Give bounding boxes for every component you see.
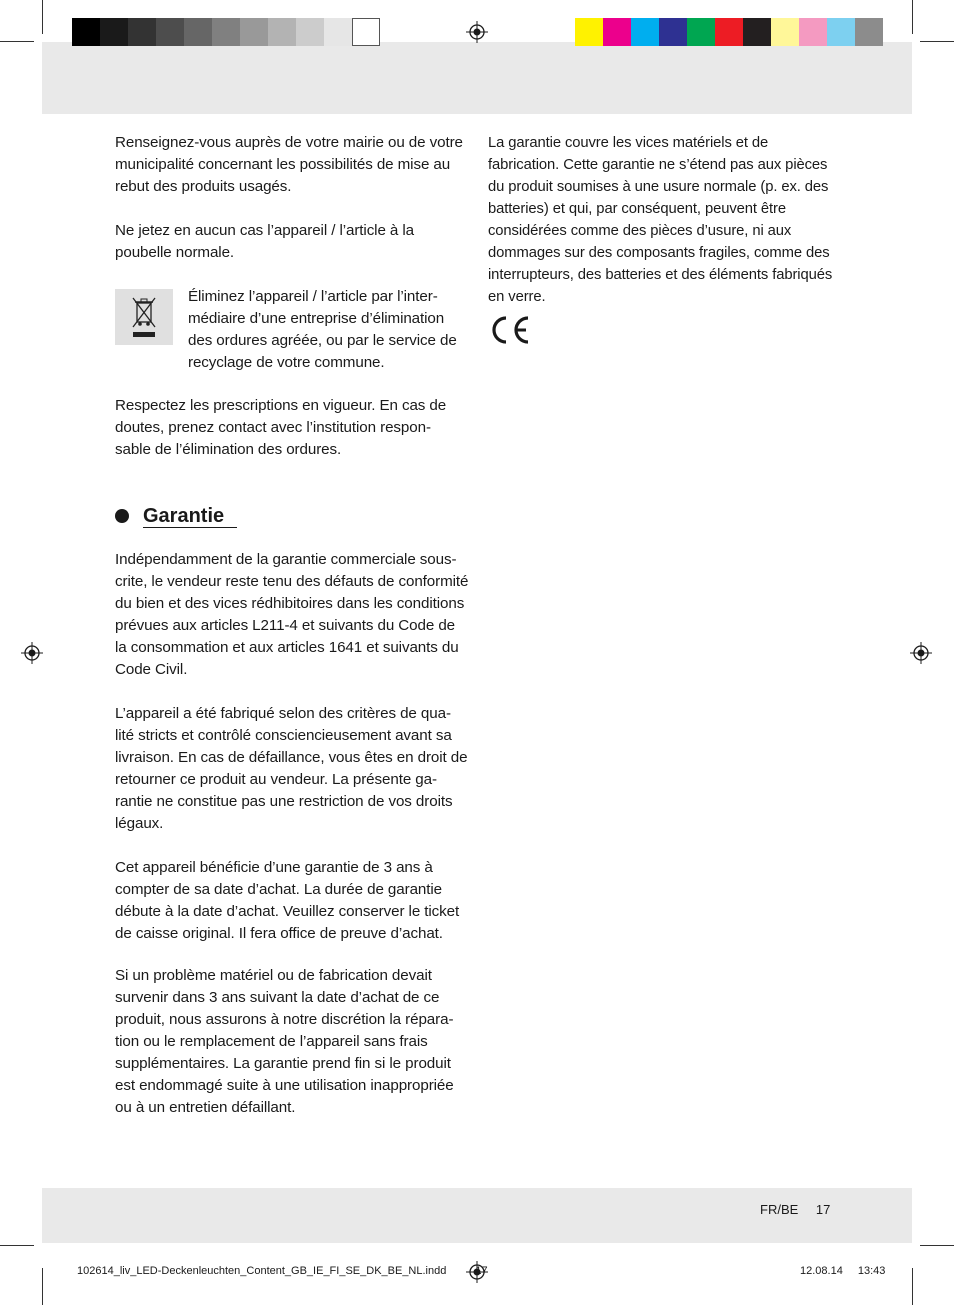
crop-mark <box>920 1245 954 1246</box>
slug-page: 17 <box>475 1265 488 1277</box>
crop-mark <box>42 1268 43 1305</box>
top-band <box>42 42 912 114</box>
warranty-paragraph-2: L’appareil a été fabriqué selon des critères de qua- lité stricts et contrôlé consciencieusement avant sa livraison. En cas de défaillance, vous êtes en droit de retourner ce produit au vendeur. La présente ga- rantie ne constitue pas une restriction de vos droits légaux. <box>115 705 468 832</box>
color-swatch <box>352 18 380 46</box>
crop-mark <box>912 0 913 34</box>
color-swatch <box>212 18 240 46</box>
color-swatch <box>771 18 799 46</box>
slug-filename: 102614_liv_LED-Deckenleuchten_Content_GB_IE_FI_SE_DK_BE_NL.indd <box>77 1265 447 1277</box>
color-swatch <box>603 18 631 46</box>
color-swatch <box>631 18 659 46</box>
crop-mark <box>920 41 954 42</box>
language-code: FR/BE <box>760 1202 799 1217</box>
crop-mark <box>912 1268 913 1305</box>
print-slug-date <box>800 1265 885 1277</box>
slug-time: 13:43 <box>857 1265 886 1277</box>
ce-mark-icon <box>488 314 532 346</box>
color-swatch <box>715 18 743 46</box>
crop-mark <box>0 1245 34 1246</box>
color-swatch <box>100 18 128 46</box>
color-swatch <box>575 18 603 46</box>
color-swatch <box>743 18 771 46</box>
registration-mark-icon <box>466 21 488 43</box>
color-swatch <box>855 18 883 46</box>
registration-mark-icon <box>910 642 932 664</box>
color-swatch <box>324 18 352 46</box>
warranty-paragraph-1: Indépendamment de la garantie commerciale sous- crite, le vendeur reste tenu des défauts de conformité du bien et des vices rédhibitoires dans les conditions prévues aux articles L211-4 et suivants du Code de la consommation et aux articles 1641 et suivants du Code Civil. <box>115 551 469 678</box>
warranty-coverage-paragraph: La garantie couvre les vices matériels et de fabrication. Cette garantie ne s’étend pas aux pièces du produit soumises à une usure normale (p. ex. des batteries) et qui, par conséquent, peuvent être considérées comme des pièces d’usure, ni aux dommages sur des composants fragiles, comme des interrupteurs, des batteries et des éléments fabriqués en verre. <box>488 135 833 305</box>
color-swatch <box>687 18 715 46</box>
color-swatch <box>296 18 324 46</box>
disposal-paragraph-4: Respectez les prescriptions en vigueur. En cas de doutes, prenez contact avec l’institution respon- sable de l’élimination des ordures. <box>115 397 447 458</box>
disposal-paragraph-3: Éliminez l’appareil / l’article par l’inter- médiaire d’une entreprise d’élimination des ordures agréée, ou par le service de recyclage de votre commune. <box>188 288 457 371</box>
print-slug-file <box>77 1265 488 1277</box>
weee-icon-box <box>115 289 173 345</box>
color-swatch <box>799 18 827 46</box>
color-swatch <box>268 18 296 46</box>
disposal-paragraph-2: Ne jetez en aucun cas l’appareil / l’article à la poubelle normale. <box>115 222 415 261</box>
heading-underline <box>143 527 237 528</box>
section-heading <box>115 502 224 530</box>
color-swatch <box>156 18 184 46</box>
slug-date: 12.08.14 <box>800 1265 843 1277</box>
color-swatch <box>240 18 268 46</box>
crop-mark <box>42 0 43 34</box>
warranty-paragraph-4: Si un problème matériel ou de fabrication devait survenir dans 3 ans suivant la date d’achat de ce produit, nous assurons à notre discrétion la répara- tion ou le remplacement de l’appareil sans frais supplémentaires. La garantie prend fin si le produit est endommagé suite à une utilisation inappropriée ou à un entretien défaillant. <box>115 967 454 1116</box>
color-swatch <box>72 18 100 46</box>
section-title: Garantie <box>143 504 225 527</box>
registration-mark-icon <box>21 642 43 664</box>
page-footer <box>760 1202 830 1217</box>
bullet-icon <box>115 509 129 523</box>
disposal-paragraph-1: Renseignez-vous auprès de votre mairie ou de votre municipalité concernant les possibilités de mise au rebut des produits usagés. <box>115 134 463 195</box>
color-swatch <box>184 18 212 46</box>
page-number: 17 <box>815 1202 831 1217</box>
color-swatch <box>827 18 855 46</box>
crossed-out-wheelie-bin-icon <box>115 289 173 345</box>
warranty-paragraph-3: Cet appareil bénéficie d’une garantie de 3 ans à compter de sa date d’achat. La durée de garantie débute à la date d’achat. Veuillez conserver le ticket de caisse original. Il fera office de preuve d’achat. <box>115 859 460 942</box>
color-swatch <box>659 18 687 46</box>
color-swatch <box>128 18 156 46</box>
crop-mark <box>0 41 34 42</box>
